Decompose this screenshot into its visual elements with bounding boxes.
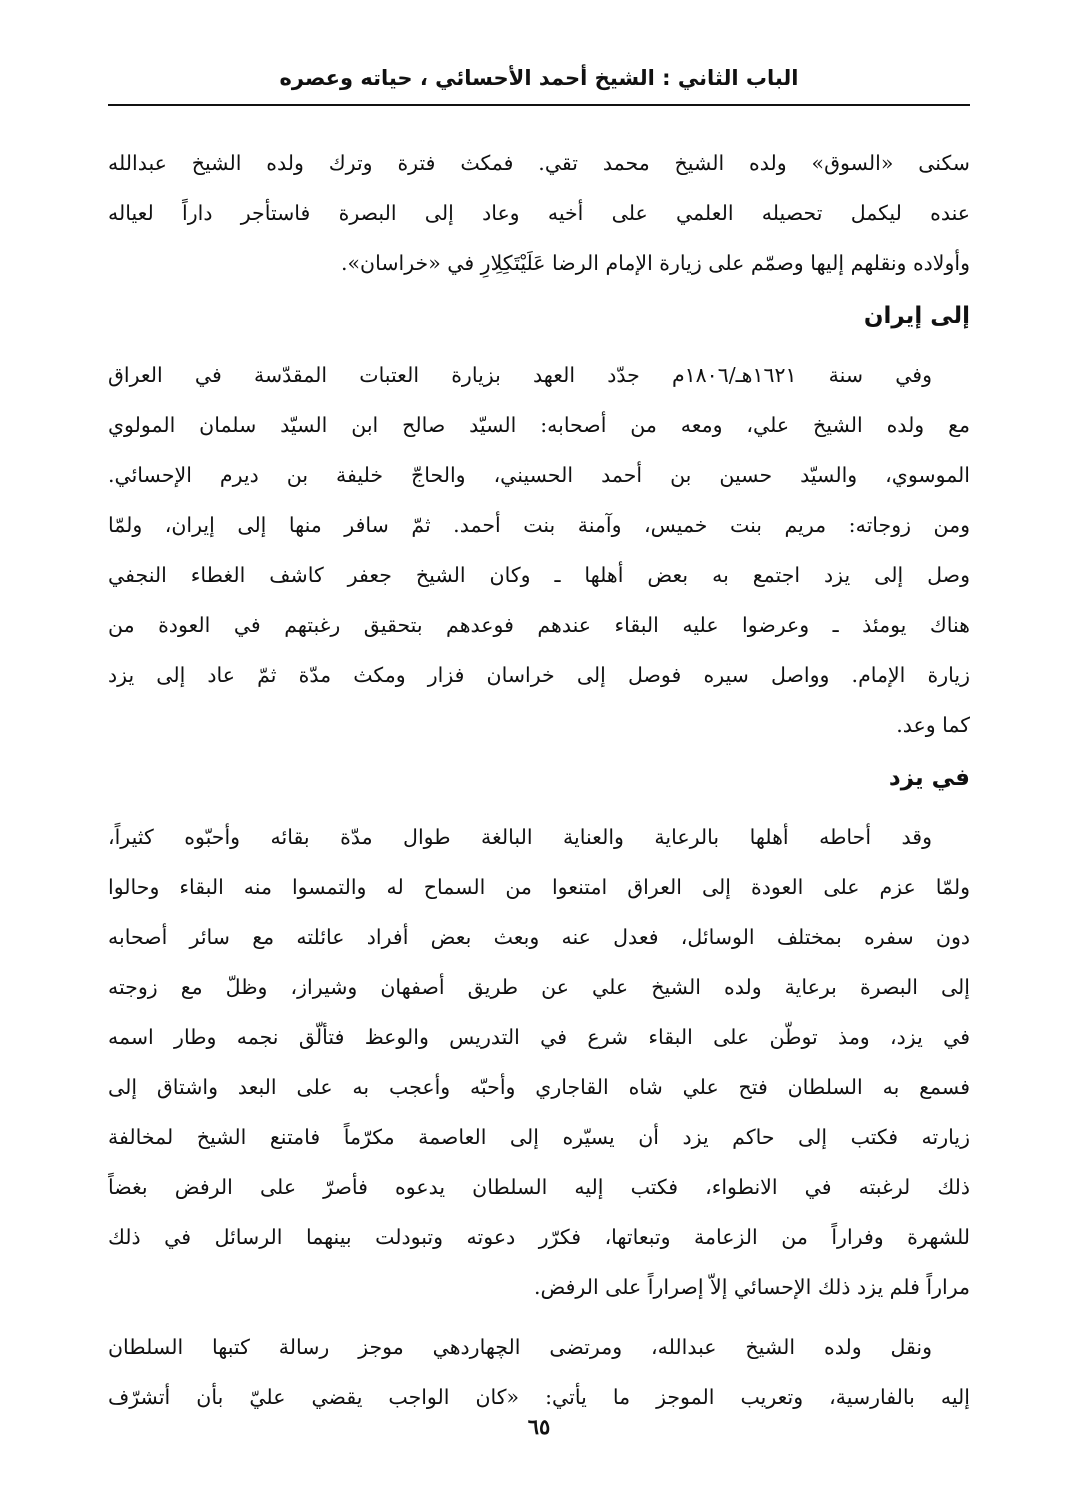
paragraph-yazd-1 xyxy=(108,812,970,1312)
text-line: إليه بالفارسية، وتعريب الموجز ما يأتي: «كان الواجب يقضي عليّ بأن أتشرّف xyxy=(108,1385,970,1409)
text-line: عنده ليكمل تحصيله العلمي على أخيه وعاد إلى البصرة فاستأجر داراً لعياله xyxy=(108,201,970,225)
page-number: ٦٥ xyxy=(527,1414,551,1439)
page-body xyxy=(108,138,970,1422)
text-line: الموسوي، والسيّد حسين بن أحمد الحسيني، والحاجّ خليفة بن ديرم الإحسائي. xyxy=(108,463,970,487)
text-line: زيارته فكتب إلى حاكم يزد أن يسيّره إلى العاصمة مكرّماً فامتنع الشيخ لمخالفة xyxy=(108,1125,970,1149)
text-line: ولمّا عزم على العودة إلى العراق امتنعوا من السماح له والتمسوا منه البقاء وحالوا xyxy=(108,875,970,899)
text-line: سكنى «السوق» ولده الشيخ محمد تقي. فمكث فترة وترك ولده الشيخ عبدالله xyxy=(108,151,970,175)
text-line: في يزد، ومذ توطّن على البقاء شرع في التدريس والوعظ فتألّق نجمه وطار اسمه xyxy=(108,1025,970,1049)
text-line: وقد أحاطه أهلها بالرعاية والعناية البالغة طوال مدّة بقائه وأحبّوه كثيراً، xyxy=(108,825,932,849)
text-line: مع ولده الشيخ علي، ومعه من أصحابه: السيّد صالح ابن السيّد سلمان المولوي xyxy=(108,413,970,437)
text-line: مراراً فلم يزد ذلك الإحسائي إلاّ إصراراً على الرفض. xyxy=(533,1275,970,1299)
text-line: للشهرة وفراراً من الزعامة وتبعاتها، فكرّر دعوته وتبودلت بينهما الرسائل في ذلك xyxy=(108,1225,970,1249)
paragraph-yazd-2 xyxy=(108,1322,970,1422)
text-line: وأولاده ونقلهم إليها وصمّم على زيارة الإمام الرضا عَلَيْتَكِلِارِ في «خراسان». xyxy=(341,251,970,275)
text-line: إلى البصرة برعاية ولده الشيخ علي عن طريق أصفهان وشيراز، وظلّ مع زوجته xyxy=(108,975,970,999)
text-line: فسمع به السلطان فتح علي شاه القاجاري وأحبّه وأعجب به على البعد واشتاق إلى xyxy=(108,1075,970,1099)
text-line: وفي سنة ١٦٢١هـ/١٨٠٦م جدّد العهد بزيارة العتبات المقدّسة في العراق xyxy=(108,363,932,387)
text-line: زيارة الإمام. وواصل سيره فوصل إلى خراسان فزار ومكث مدّة ثمّ عاد إلى يزد xyxy=(108,663,970,687)
section-heading-yazd: في يزد xyxy=(888,765,970,791)
opening-paragraph xyxy=(108,138,970,288)
section-heading-iran: إلى إيران xyxy=(863,303,970,329)
text-line: ومن زوجاته: مريم بنت خميس، وآمنة بنت أحمد. ثمّ سافر منها إلى إيران، ولمّا xyxy=(108,513,970,537)
text-line: هناك يومئذ ـ وعرضوا عليه البقاء عندهم فوعدهم بتحقيق رغبتهم في العودة من xyxy=(108,613,970,637)
paragraph-gap xyxy=(108,1312,970,1322)
text-line: ونقل ولده الشيخ عبدالله، ومرتضى الچهاردهي موجز رسالة كتبها السلطان xyxy=(108,1335,932,1359)
text-line: وصل إلى يزد اجتمع به بعض أهلها ـ وكان الشيخ جعفر كاشف الغطاء النجفي xyxy=(108,563,970,587)
text-line: دون سفره بمختلف الوسائل، فعدل عنه وبعث بعض أفراد عائلته مع سائر أصحابه xyxy=(108,925,970,949)
text-line: كما وعد. xyxy=(896,713,970,737)
running-header: الباب الثاني : الشيخ أحمد الأحسائي ، حياته وعصره xyxy=(279,66,799,90)
paragraph-iran xyxy=(108,350,970,750)
text-line: ذلك لرغبته في الانطواء، فكتب إليه السلطان يدعوه فأصرّ على الرفض بغضاً xyxy=(108,1175,970,1199)
header-rule xyxy=(108,104,970,106)
